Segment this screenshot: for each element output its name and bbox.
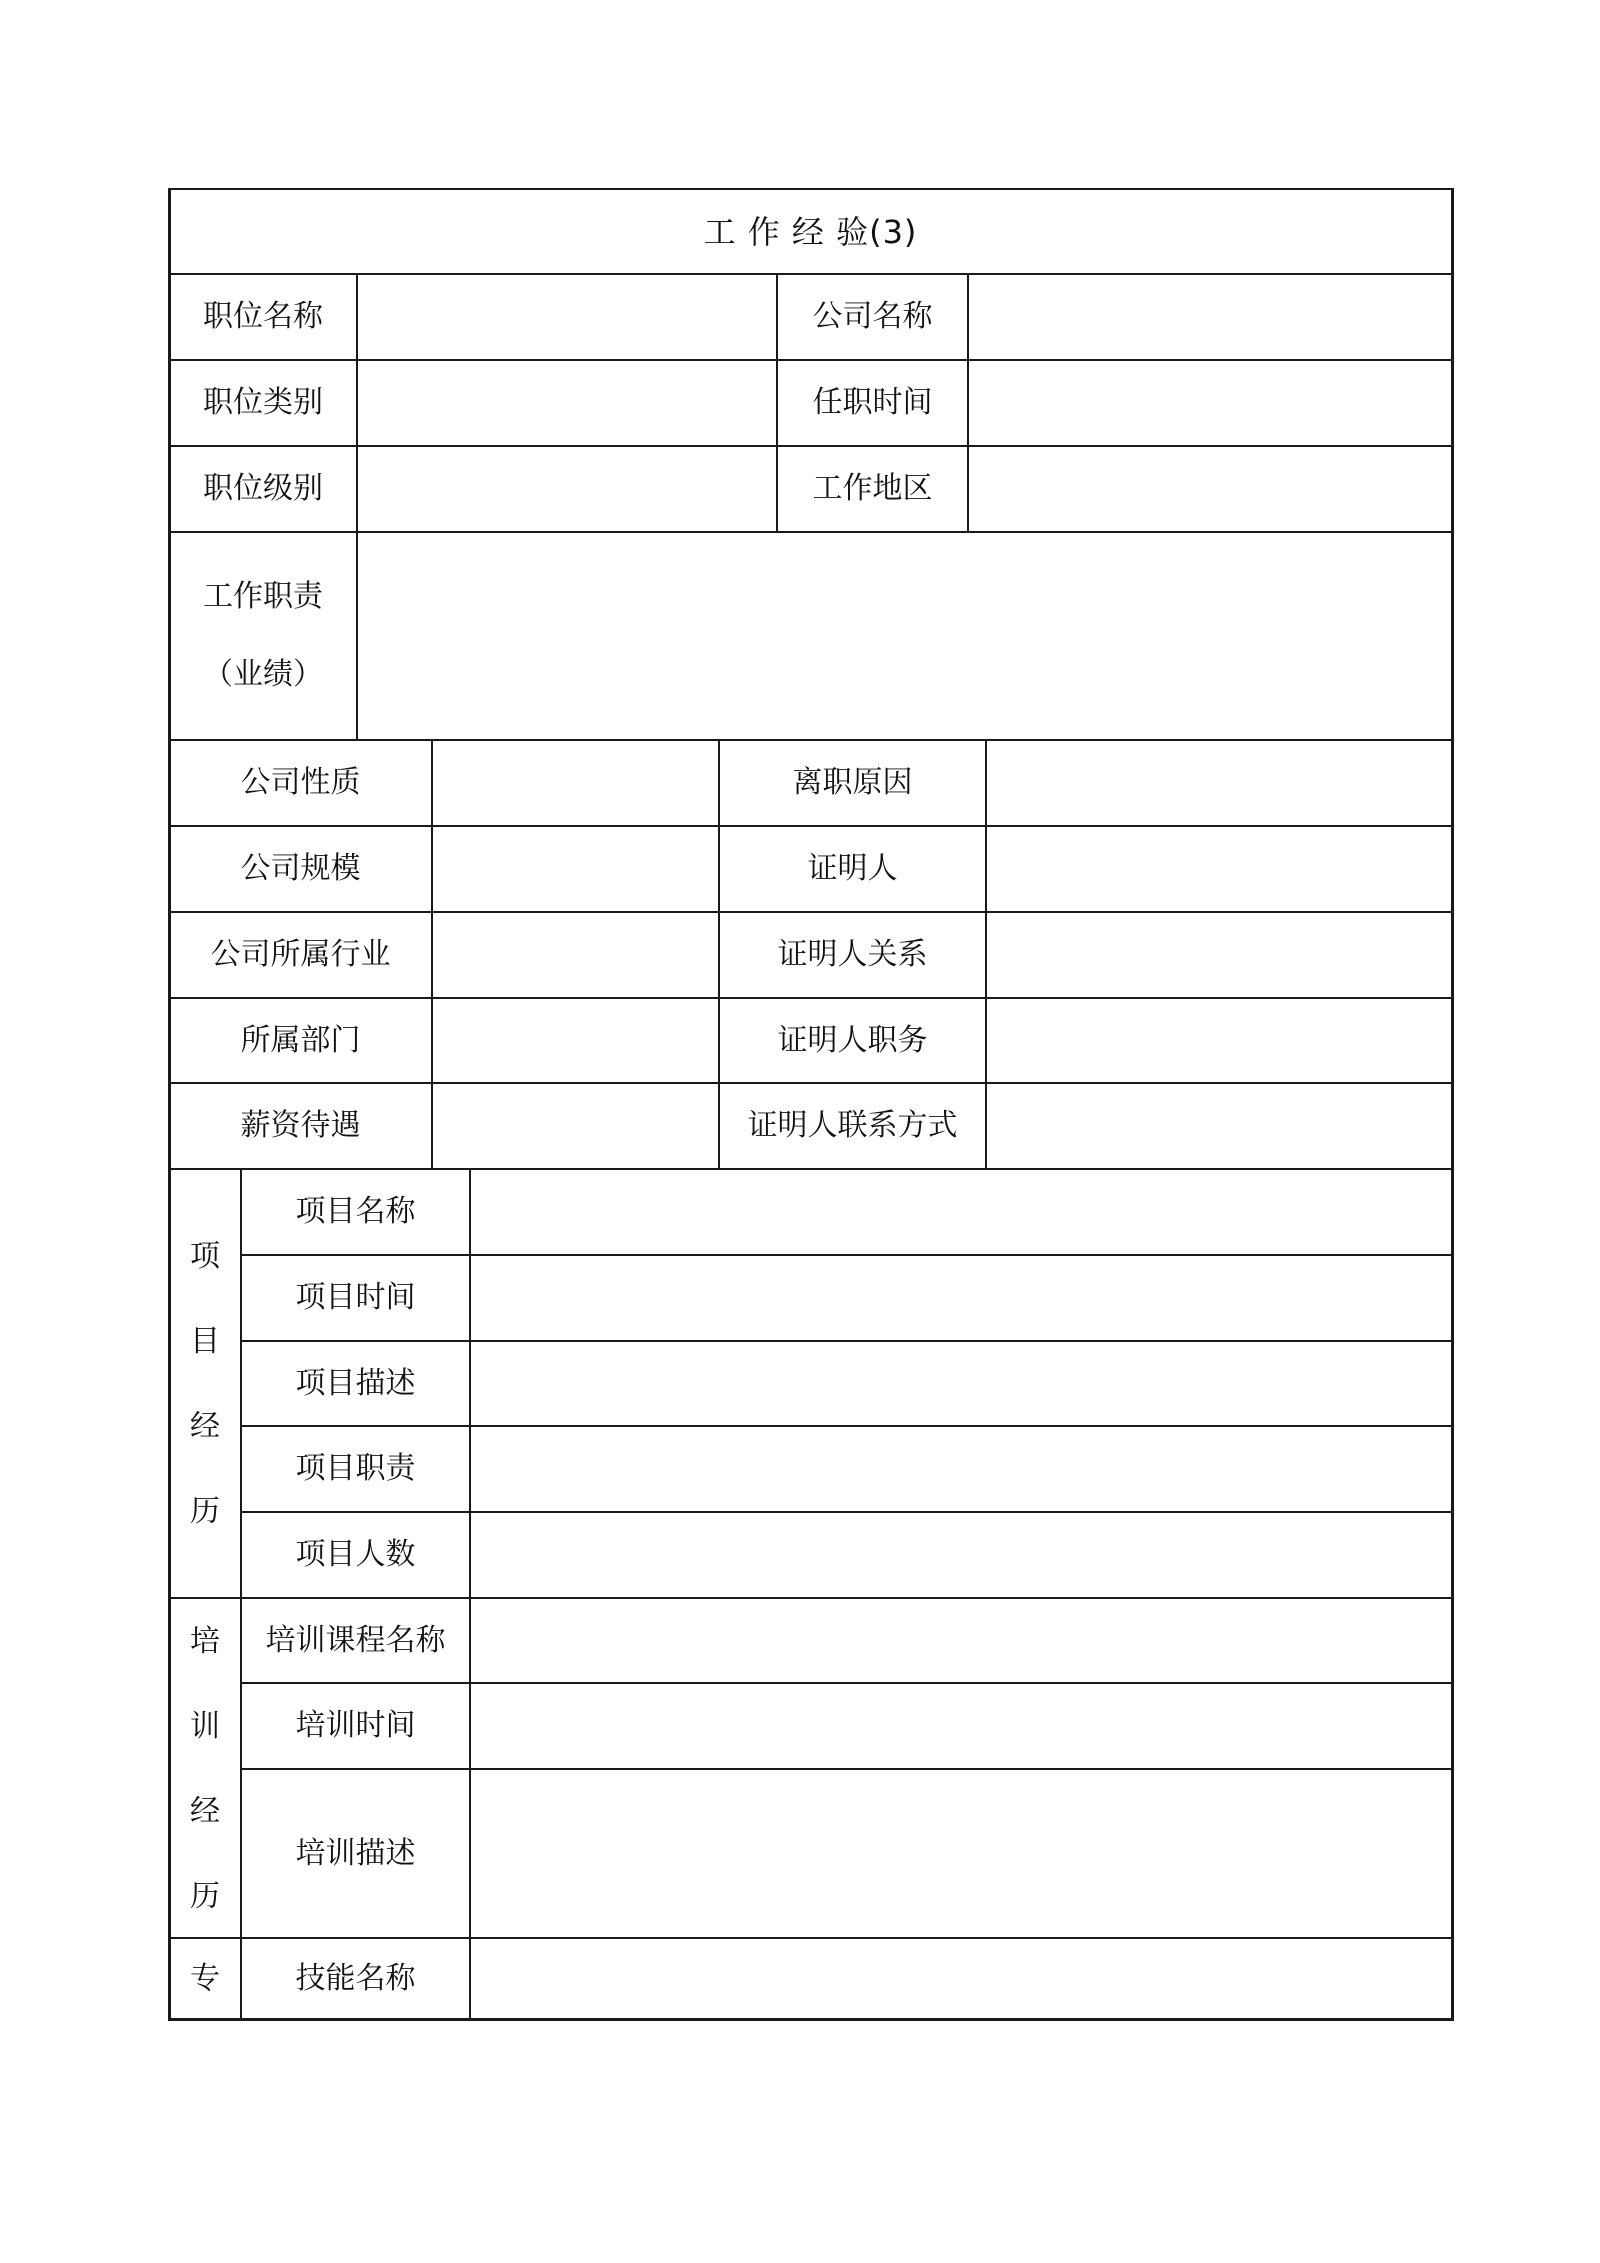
border-right (1451, 188, 1454, 2021)
position-level-field[interactable] (358, 447, 776, 531)
referee-contact-label: 证明人联系方式 (747, 1108, 958, 1143)
project-name-label: 项目名称 (295, 1194, 416, 1229)
salary-label: 薪资待遇 (240, 1108, 361, 1143)
duty-label-line1: 工作职责 (203, 579, 323, 614)
tenure-field[interactable] (969, 361, 1451, 445)
training-section-char: 历 (190, 1879, 220, 1914)
project-members-field[interactable] (471, 1513, 1451, 1597)
work-region-label: 工作地区 (812, 471, 933, 506)
project-desc-label: 项目描述 (295, 1365, 416, 1401)
leave-reason-field[interactable] (987, 741, 1451, 825)
skills-section-label: 专 (190, 1960, 220, 1996)
position-name-label: 职位名称 (203, 299, 323, 334)
project-time-field[interactable] (471, 1256, 1451, 1340)
training-desc-field[interactable] (471, 1770, 1451, 1937)
company-name-field[interactable] (969, 275, 1451, 359)
industry-label: 公司所属行业 (210, 937, 391, 972)
project-section-char: 目 (190, 1324, 220, 1359)
project-section-char: 历 (190, 1494, 220, 1529)
position-level-label: 职位级别 (203, 471, 323, 506)
border-bottom (168, 2018, 1454, 2021)
company-name-label: 公司名称 (812, 299, 933, 334)
project-name-field[interactable] (471, 1170, 1451, 1254)
referee-label: 证明人 (807, 851, 898, 886)
training-time-label: 培训时间 (295, 1708, 416, 1743)
skill-name-field[interactable] (471, 1939, 1451, 2018)
project-time-label: 项目时间 (295, 1280, 416, 1315)
department-label: 所属部门 (240, 1022, 361, 1058)
training-section-char: 经 (190, 1794, 220, 1829)
company-scale-field[interactable] (433, 827, 718, 911)
duty-label (170, 533, 356, 739)
duty-field[interactable] (358, 533, 1451, 739)
skill-name-label: 技能名称 (295, 1960, 416, 1996)
referee-relation-field[interactable] (987, 913, 1451, 997)
referee-contact-field[interactable] (987, 1084, 1451, 1168)
work-region-field[interactable] (969, 447, 1451, 531)
referee-field[interactable] (987, 827, 1451, 911)
company-scale-label: 公司规模 (240, 851, 361, 886)
training-course-field[interactable] (471, 1599, 1451, 1682)
company-nature-field[interactable] (433, 741, 718, 825)
project-duty-label: 项目职责 (295, 1451, 416, 1486)
referee-relation-label: 证明人关系 (777, 937, 928, 972)
project-section-char: 项 (190, 1239, 220, 1274)
referee-title-label: 证明人职务 (777, 1022, 928, 1058)
department-field[interactable] (433, 999, 718, 1082)
project-duty-field[interactable] (471, 1427, 1451, 1511)
position-type-field[interactable] (358, 361, 776, 445)
referee-title-field[interactable] (987, 999, 1451, 1082)
project-members-label: 项目人数 (295, 1537, 416, 1572)
form-title: 工 作 经 验(3) (703, 212, 918, 251)
training-section-char: 训 (190, 1709, 220, 1744)
project-desc-field[interactable] (471, 1342, 1451, 1425)
training-section-label (170, 1599, 240, 1939)
project-section-char: 经 (190, 1409, 220, 1444)
training-course-label: 培训课程名称 (265, 1622, 446, 1658)
industry-field[interactable] (433, 913, 718, 997)
training-time-field[interactable] (471, 1684, 1451, 1768)
duty-label-line2: （业绩） (203, 657, 323, 692)
tenure-label: 任职时间 (812, 385, 933, 420)
position-type-label: 职位类别 (203, 385, 323, 420)
company-nature-label: 公司性质 (240, 765, 361, 800)
training-section-char: 培 (190, 1624, 220, 1659)
project-section-label (170, 1214, 240, 1554)
salary-field[interactable] (433, 1084, 718, 1168)
leave-reason-label: 离职原因 (792, 765, 913, 800)
training-desc-label: 培训描述 (295, 1835, 416, 1871)
position-name-field[interactable] (358, 275, 776, 359)
